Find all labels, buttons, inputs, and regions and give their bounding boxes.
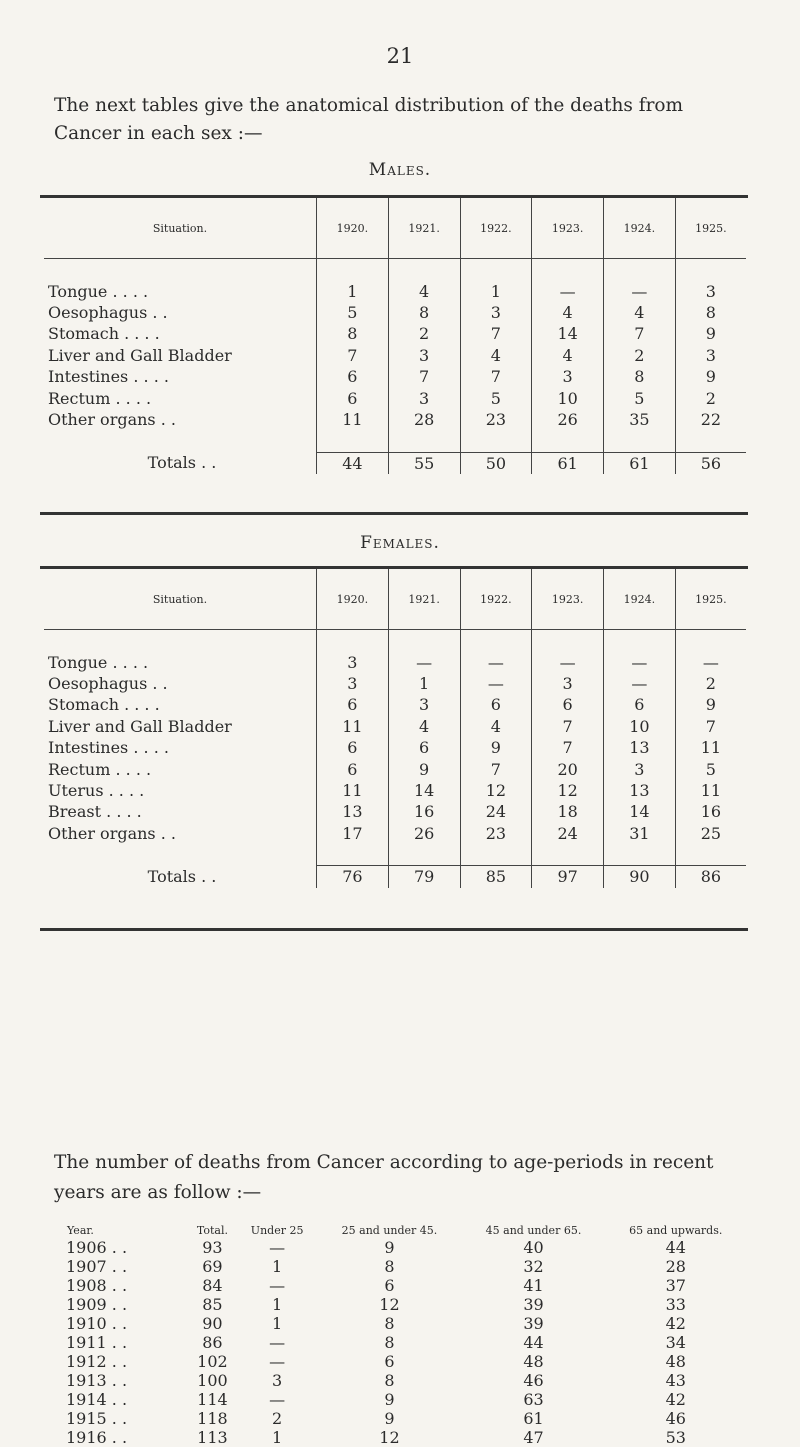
age-value-cell: 63 [523,1390,544,1409]
spacer-cell [532,844,604,866]
age-value-cell: 69 [202,1257,223,1276]
age-row [66,1238,746,1257]
age-row [66,1295,746,1314]
rule-cell [317,630,389,652]
table-cell: 4 [460,345,532,366]
table-cell: 2 [675,387,746,408]
females-table-bottom-rule [40,928,748,931]
age-value-cell: — [269,1276,286,1295]
table-cell: 11 [317,780,389,801]
age-value-cell: 114 [197,1390,228,1409]
table-row [44,323,746,344]
table-cell: 3 [317,673,389,694]
totals-cell: 79 [388,866,460,888]
totals-cell: 56 [675,452,746,474]
table-cell: — [460,651,532,672]
age-value-cell: 37 [665,1276,686,1295]
age-value-cell: 47 [523,1428,544,1447]
table-row [44,823,746,844]
table-row [44,801,746,822]
spacer-cell [532,430,604,452]
rule-cell [44,630,317,652]
row-label: Liver and Gall Bladder [48,345,232,365]
table-row [44,673,746,694]
table-cell: 7 [532,716,604,737]
table-cell: 31 [604,823,676,844]
rule-cell [604,259,676,281]
age-row [66,1352,746,1371]
age-value-cell: 9 [384,1390,395,1409]
age-row [66,1409,746,1428]
situation-header: Situation. [152,221,208,235]
age-year-cell: 1909 . . [66,1295,128,1314]
table-cell: 3 [388,387,460,408]
age-value-cell: 84 [202,1276,223,1295]
rule-cell [388,630,460,652]
age-value-cell: 42 [665,1390,686,1409]
table-cell: 16 [388,801,460,822]
table-cell: 9 [460,737,532,758]
spacer-cell [460,430,532,452]
age-header-total: Total. [196,1224,228,1237]
age-value-cell: 1 [272,1428,283,1447]
age-value-cell: 6 [384,1352,395,1371]
table-cell: 12 [532,780,604,801]
table-row [44,651,746,672]
table-cell: 7 [317,345,389,366]
table-cell: 7 [675,716,746,737]
table-cell: 26 [532,409,604,430]
table-row [44,780,746,801]
totals-row [44,452,746,474]
age-value-cell: 8 [384,1314,395,1333]
age-year-cell: 1908 . . [66,1276,128,1295]
age-header-65-up: 65 and upwards. [629,1224,723,1237]
year-header: 1921. [388,198,460,259]
table-cell: 13 [604,780,676,801]
age-value-cell: 85 [202,1295,223,1314]
age-header-25-45: 25 and under 45. [341,1224,438,1237]
spacer-cell [388,844,460,866]
table-cell: 8 [317,323,389,344]
table-row [44,280,746,301]
table-cell: 8 [675,302,746,323]
row-label: Breast . . . . [48,802,142,822]
females-caption: Females. [360,533,440,553]
table-cell: 7 [460,758,532,779]
spacer-row [44,430,746,452]
table-cell: 3 [388,345,460,366]
age-row [66,1276,746,1295]
age-value-cell: 6 [384,1276,395,1295]
table-cell: 6 [317,694,389,715]
row-label: Stomach . . . . [48,324,160,344]
age-row [66,1390,746,1409]
table-row [44,694,746,715]
age-year-cell: 1906 . . [66,1238,128,1257]
age-value-cell: 43 [665,1371,686,1390]
age-value-cell: 118 [197,1409,228,1428]
males-caption: Males. [368,160,432,180]
age-value-cell: 53 [665,1428,686,1447]
totals-cell: 86 [675,866,746,888]
table-cell: 8 [604,366,676,387]
table-cell: 6 [317,366,389,387]
rule-cell [460,259,532,281]
table-cell: 6 [388,737,460,758]
totals-cell: 61 [532,452,604,474]
age-value-cell: 41 [523,1276,544,1295]
spacer-cell [44,430,317,452]
intro-paragraph: The next tables give the anatomical distribution of the deaths from Cancer in each sex :— [54,95,684,144]
table-cell: 3 [675,345,746,366]
table-cell: — [532,280,604,301]
header-rule-row [44,630,746,652]
table-cell: 24 [532,823,604,844]
row-label: Intestines . . . . [48,738,169,758]
age-value-cell: 33 [665,1295,686,1314]
age-value-cell: 32 [523,1257,544,1276]
row-label: Intestines . . . . [48,367,169,387]
rule-cell [675,630,746,652]
table-cell: 9 [675,366,746,387]
rule-cell [604,630,676,652]
age-value-cell: — [269,1352,286,1371]
row-label: Stomach . . . . [48,695,160,715]
females-table [44,569,746,888]
rule-cell [388,259,460,281]
table-cell: 13 [604,737,676,758]
age-row [66,1257,746,1276]
table-cell: 3 [532,673,604,694]
age-value-cell: 2 [272,1409,283,1428]
year-header: 1923. [532,569,604,630]
age-value-cell: 9 [384,1238,395,1257]
table-cell: 7 [604,323,676,344]
row-label: Uterus . . . . [48,780,145,800]
table-cell: 6 [317,758,389,779]
table-cell: 7 [460,323,532,344]
age-value-cell: 61 [523,1409,544,1428]
table-cell: 4 [532,302,604,323]
age-value-cell: — [269,1390,286,1409]
age-value-cell: 34 [665,1333,686,1352]
age-value-cell: 9 [384,1409,395,1428]
table-cell: 7 [532,737,604,758]
table-cell: 9 [388,758,460,779]
age-value-cell: 86 [202,1333,223,1352]
table-cell: 7 [460,366,532,387]
table-cell: 3 [675,280,746,301]
age-value-cell: 100 [197,1371,228,1390]
table-row [44,758,746,779]
age-year-cell: 1911 . . [66,1333,128,1352]
rule-cell [532,259,604,281]
table-cell: 1 [460,280,532,301]
table-cell: — [388,651,460,672]
table-cell: 8 [388,302,460,323]
table-cell: 6 [604,694,676,715]
rule-cell [460,630,532,652]
age-year-cell: 1907 . . [66,1257,128,1276]
table-cell: 11 [675,737,746,758]
table-cell: 2 [675,673,746,694]
totals-cell: 97 [532,866,604,888]
table-cell: 10 [532,387,604,408]
age-value-cell: — [269,1238,286,1257]
table-cell: 9 [675,323,746,344]
males-table [44,198,746,474]
age-row [66,1371,746,1390]
age-row [66,1333,746,1352]
table-cell: 11 [317,409,389,430]
row-label: Tongue . . . . [48,281,149,301]
age-intro-paragraph: The number of deaths from Cancer according to age-periods in recent years are as follow :— [54,1152,714,1203]
year-header: 1922. [460,569,532,630]
table-cell: 5 [460,387,532,408]
table-row [44,387,746,408]
year-header: 1925. [675,569,746,630]
header-rule-row [44,259,746,281]
totals-cell: 55 [388,452,460,474]
age-year-cell: 1910 . . [66,1314,128,1333]
situation-header: Situation. [152,592,208,606]
spacer-row [44,844,746,866]
females-header-row [44,569,746,630]
age-value-cell: 12 [379,1428,400,1447]
totals-label: Totals . . [147,453,217,473]
table-cell: 12 [460,780,532,801]
age-year-cell: 1916 . . [66,1428,128,1447]
age-value-cell: 8 [384,1371,395,1390]
age-value-cell: 8 [384,1257,395,1276]
table-row [44,737,746,758]
table-cell: 25 [675,823,746,844]
year-header: 1921. [388,569,460,630]
table-cell: 3 [317,651,389,672]
totals-label: Totals . . [147,867,217,887]
totals-cell: 85 [460,866,532,888]
table-cell: 5 [604,387,676,408]
table-cell: 23 [460,409,532,430]
row-label: Oesophagus . . [48,302,168,322]
table-cell: — [460,673,532,694]
table-cell: 16 [675,801,746,822]
rule-cell [317,259,389,281]
age-value-cell: 90 [202,1314,223,1333]
rule-cell [675,259,746,281]
row-label: Rectum . . . . [48,759,152,779]
table-cell: 2 [388,323,460,344]
table-cell: 3 [532,366,604,387]
table-cell: 14 [604,801,676,822]
spacer-cell [317,430,389,452]
table-cell: — [604,651,676,672]
table-cell: 11 [317,716,389,737]
age-value-cell: 102 [197,1352,228,1371]
age-value-cell: 48 [523,1352,544,1371]
table-cell: 3 [388,694,460,715]
age-value-cell: 1 [272,1314,283,1333]
table-cell: 11 [675,780,746,801]
age-value-cell: 3 [272,1371,283,1390]
table-cell: 10 [604,716,676,737]
spacer-cell [317,844,389,866]
age-value-cell: 44 [665,1238,686,1257]
age-header-year: Year. [67,1224,94,1237]
age-value-cell: 93 [202,1238,223,1257]
row-label: Oesophagus . . [48,673,168,693]
table-cell: 28 [388,409,460,430]
table-cell: 20 [532,758,604,779]
table-row [44,345,746,366]
age-value-cell: 1 [272,1295,283,1314]
row-label: Rectum . . . . [48,388,152,408]
spacer-cell [388,430,460,452]
year-header: 1920. [317,198,389,259]
table-row [44,302,746,323]
table-row [44,366,746,387]
table-cell: 9 [675,694,746,715]
year-header: 1923. [532,198,604,259]
age-period-table [66,1206,746,1447]
row-label: Tongue . . . . [48,652,149,672]
males-header-row [44,198,746,259]
table-cell: — [532,651,604,672]
age-value-cell: 42 [665,1314,686,1333]
age-year-cell: 1915 . . [66,1409,128,1428]
age-header-under-25: Under 25 [250,1224,304,1237]
table-cell: 4 [388,716,460,737]
age-value-cell: — [269,1333,286,1352]
age-year-cell: 1913 . . [66,1371,128,1390]
table-cell: 13 [317,801,389,822]
totals-cell: 50 [460,452,532,474]
table-cell: 6 [532,694,604,715]
age-year-cell: 1914 . . [66,1390,128,1409]
totals-cell: 61 [604,452,676,474]
males-table-bottom-rule [40,512,748,515]
age-value-cell: 8 [384,1333,395,1352]
age-value-cell: 39 [523,1314,544,1333]
year-header: 1924. [604,569,676,630]
age-value-cell: 46 [523,1371,544,1390]
rule-cell [44,259,317,281]
table-cell: 22 [675,409,746,430]
spacer-cell [460,844,532,866]
table-cell: 14 [388,780,460,801]
spacer-cell [675,844,746,866]
table-cell: 24 [460,801,532,822]
table-cell: 14 [532,323,604,344]
table-cell: 4 [388,280,460,301]
table-cell: 4 [532,345,604,366]
table-cell: 7 [388,366,460,387]
year-header: 1920. [317,569,389,630]
age-header-45-65: 45 and under 65. [485,1224,582,1237]
table-cell: — [604,280,676,301]
table-cell: 35 [604,409,676,430]
totals-row [44,866,746,888]
age-value-cell: 40 [523,1238,544,1257]
table-cell: 1 [317,280,389,301]
age-row [66,1428,746,1447]
table-cell: 23 [460,823,532,844]
year-header: 1925. [675,198,746,259]
table-row [44,716,746,737]
row-label: Liver and Gall Bladder [48,716,232,736]
age-header-row [66,1206,746,1238]
age-value-cell: 39 [523,1295,544,1314]
table-cell: 5 [675,758,746,779]
age-value-cell: 46 [665,1409,686,1428]
age-year-cell: 1912 . . [66,1352,128,1371]
year-header: 1924. [604,198,676,259]
table-cell: 3 [604,758,676,779]
table-cell: — [675,651,746,672]
spacer-cell [604,844,676,866]
totals-cell: 90 [604,866,676,888]
table-cell: 18 [532,801,604,822]
spacer-cell [44,844,317,866]
age-value-cell: 12 [379,1295,400,1314]
table-cell: 6 [460,694,532,715]
age-row [66,1314,746,1333]
age-value-cell: 113 [197,1428,228,1447]
row-label: Other organs . . [48,409,176,429]
table-row [44,409,746,430]
table-cell: 5 [317,302,389,323]
table-cell: 17 [317,823,389,844]
spacer-cell [675,430,746,452]
table-cell: 4 [460,716,532,737]
age-value-cell: 1 [272,1257,283,1276]
table-cell: 2 [604,345,676,366]
table-cell: 1 [388,673,460,694]
table-cell: 26 [388,823,460,844]
totals-cell: 76 [317,866,389,888]
table-cell: 4 [604,302,676,323]
table-cell: 6 [317,387,389,408]
table-cell: 6 [317,737,389,758]
age-value-cell: 48 [665,1352,686,1371]
year-header: 1922. [460,198,532,259]
page-number: 21 [386,44,414,68]
totals-cell: 44 [317,452,389,474]
table-cell: — [604,673,676,694]
row-label: Other organs . . [48,823,176,843]
spacer-cell [604,430,676,452]
age-value-cell: 28 [665,1257,686,1276]
age-value-cell: 44 [523,1333,544,1352]
table-cell: 3 [460,302,532,323]
rule-cell [532,630,604,652]
